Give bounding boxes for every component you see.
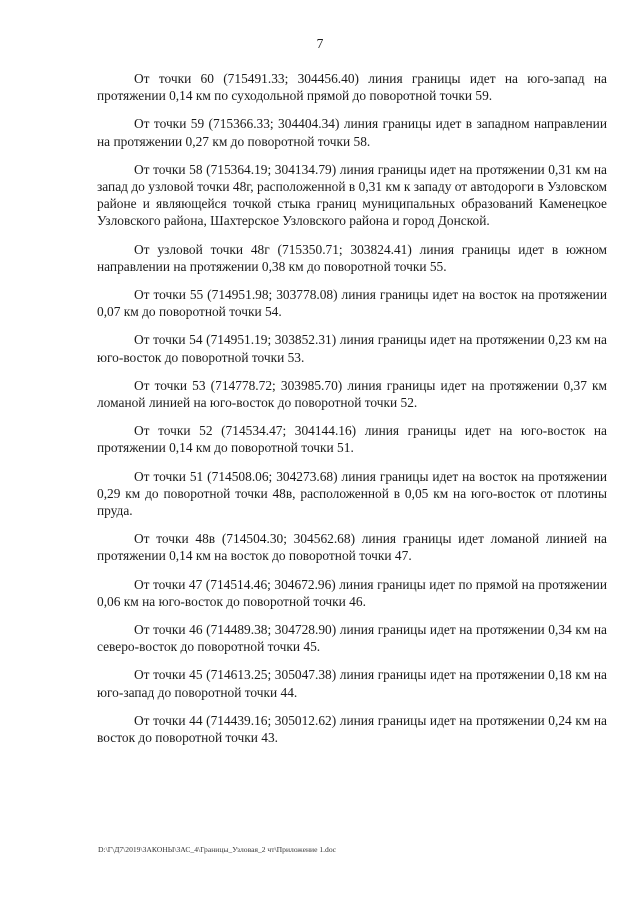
paragraph: От точки 54 (714951.19; 303852.31) линия границы идет на протяжении 0,23 км на юго-восток до поворотной точки 53. <box>97 332 607 365</box>
paragraph: От точки 44 (714439.16; 305012.62) линия границы идет на протяжении 0,24 км на восток до поворотной точки 43. <box>97 712 607 746</box>
paragraph: От точки 45 (714613.25; 305047.38) линия границы идет на протяжении 0,18 км на юго-запад до поворотной точки 44. <box>97 667 607 700</box>
paragraph: От узловой точки 48г (715350.71; 303824.41) линия границы идет в южном направлении на протяжении 0,38 км до поворотной точки 55. <box>97 241 607 274</box>
paragraph: От точки 55 (714951.98; 303778.08) линия границы идет на восток на протяжении 0,07 км до поворотной точки 54. <box>97 287 607 320</box>
paragraph: От точки 48в (714504.30; 304562.68) линия границы идет ломаной линией на протяжении 0,14 км на восток до поворотной точки 47. <box>97 531 607 564</box>
paragraph: От точки 47 (714514.46; 304672.96) линия границы идет по прямой на протяжении 0,06 км на юго-восток до поворотной точки 46. <box>97 576 607 609</box>
paragraph: От точки 58 (715364.19; 304134.79) линия границы идет на протяжении 0,31 км на запад до узловой точки 48г, расположенной в 0,31 км к западу от автодороги в Узловском районе и являющейся точкой стыка границ муниципальных образований Каменецкое Узловского района, Шахтерское Узловского района и город Донской. <box>97 161 607 229</box>
page-number: 7 <box>316 36 324 51</box>
paragraph: От точки 59 (715366.33; 304404.34) линия границы идет в западном направлении на протяжении 0,27 км до поворотной точки 58. <box>97 116 607 149</box>
paragraph: От точки 60 (715491.33; 304456.40) линия границы идет на юго-запад на протяжении 0,14 км по суходольной прямой до поворотной точки 59. <box>97 71 607 104</box>
paragraph: От точки 52 (714534.47; 304144.16) линия границы идет на юго-восток на протяжении 0,14 км до поворотной точки 51. <box>97 423 607 456</box>
paragraph: От точки 53 (714778.72; 303985.70) линия границы идет на протяжении 0,37 км ломаной линией на юго-восток до поворотной точки 52. <box>97 377 607 411</box>
document-body <box>97 70 607 757</box>
paragraph: От точки 46 (714489.38; 304728.90) линия границы идет на протяжении 0,34 км на северо-восток до поворотной точки 45. <box>97 622 607 655</box>
footer-file-path: D:\Г\Д7\2019\ЗАКОНЫ\ЗАС_4\Границы_Узловая_2 чт\Приложение 1.doc <box>98 845 336 854</box>
paragraph: От точки 51 (714508.06; 304273.68) линия границы идет на восток на протяжении 0,29 км до поворотной точки 48в, расположенной в 0,05 км на юго-восток от плотины пруда. <box>97 468 607 519</box>
